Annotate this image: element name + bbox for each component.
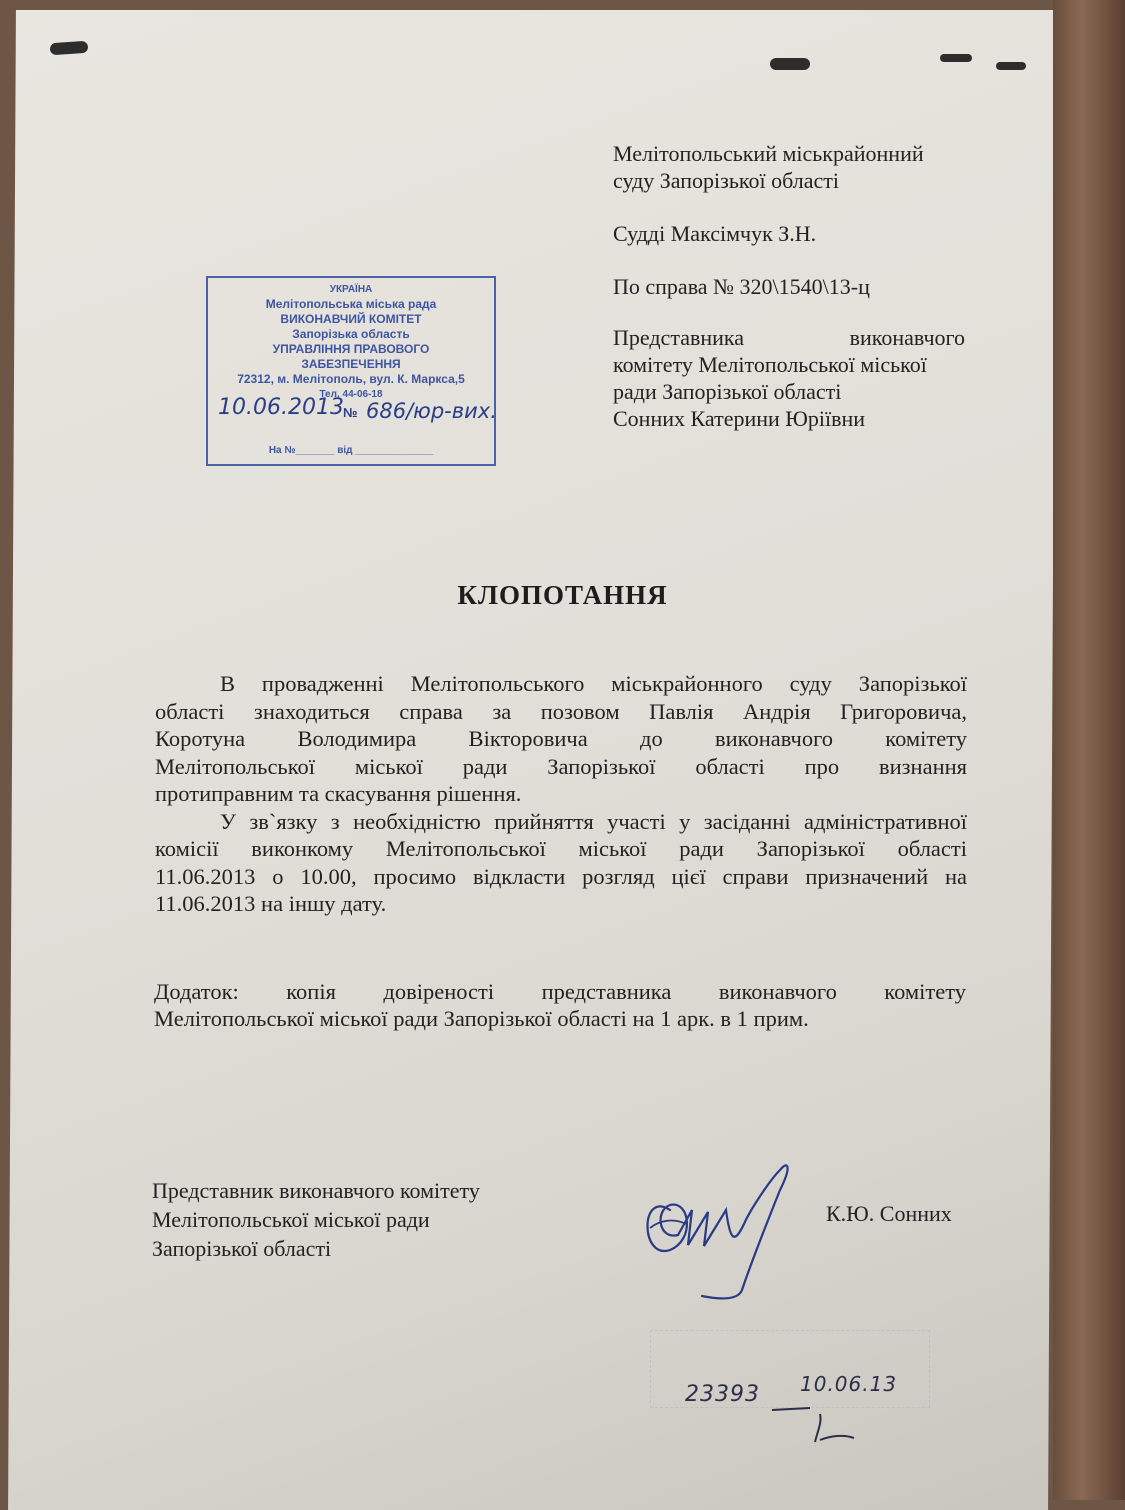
stamp-footer: На №_______ від ______________: [268, 445, 434, 456]
signatory-line: Мелітопольської міської ради: [152, 1207, 430, 1232]
body-line: протиправним та скасування рішення.: [155, 781, 522, 806]
punch-hole-mark: [940, 54, 972, 62]
representative-line: ради Запорізької області: [613, 379, 842, 404]
document-title: КЛОПОТАННЯ: [457, 580, 668, 610]
representative-name: Сонних Катерини Юріївни: [613, 406, 866, 431]
representative-line: Представника виконавчого: [613, 325, 965, 350]
judge-name: Судді Максімчук З.Н.: [613, 221, 817, 246]
representative-line: комітету Мелітопольської міської: [613, 352, 927, 377]
addressee-block: [613, 140, 965, 432]
stamp-line: 72312, м. Мелітополь, вул. К. Маркса,5: [237, 372, 465, 386]
stamp-handwritten-date: 10.06.2013: [218, 395, 344, 420]
stamp-line: ЗАБЕЗПЕЧЕННЯ: [301, 357, 401, 371]
punch-hole-mark: [770, 58, 810, 70]
stamp-number-sign: №: [343, 405, 358, 420]
court-name-cont: суду Запорізької області: [613, 168, 839, 193]
stamp-line: Тел. 44-06-18: [319, 389, 383, 400]
registration-date: 10.06.13: [800, 1372, 898, 1396]
punch-hole-mark: [996, 62, 1026, 70]
signatory-name: К.Ю. Сонних: [826, 1201, 952, 1226]
body-line: Мелітопольської міської ради Запорізької області про визнання: [155, 753, 967, 779]
attachment-line: Додаток: копія довіреності представника виконавчого комітету: [154, 979, 966, 1004]
signatory-block: [152, 1176, 552, 1263]
body-line: комісії виконкому Мелітопольської міської ради Запорізької області: [155, 836, 967, 861]
body-line: У зв`язку з необхідністю прийняття участі у засіданні адміністративної: [220, 808, 967, 834]
signatory-line: Запорізької області: [152, 1236, 332, 1261]
body-line: області знаходиться справа за позовом Павлія Андрія Григоровича,: [155, 698, 967, 724]
body-line: 11.06.2013 о 10.00, просимо відкласти розгляд цієї справи призначений на: [155, 863, 967, 889]
registration-stamp: [206, 276, 496, 466]
body-line: Коротуна Володимира Вікторовича до виконавчого комітету: [155, 726, 967, 751]
body-line: В провадженні Мелітопольського міськрайонного суду Запорізької: [220, 671, 967, 696]
stamp-line: УКРАЇНА: [329, 284, 373, 295]
stamp-line: Мелітопольська міська рада: [265, 297, 437, 311]
registration-number: 23393: [685, 1382, 760, 1407]
handwritten-signature: [630, 1150, 810, 1310]
body-text: [155, 670, 967, 918]
stamp-line: УПРАВЛІННЯ ПРАВОВОГО: [272, 342, 430, 356]
stamp-handwritten-number: 686/юр-вих.: [366, 399, 497, 423]
attachment-note: [154, 978, 966, 1032]
stamp-line: Запорізька область: [292, 327, 410, 341]
registration-flourish: [770, 1392, 870, 1452]
desk-background: [1053, 0, 1125, 1500]
stamp-line: ВИКОНАВЧИЙ КОМІТЕТ: [280, 312, 422, 326]
attachment-line: Мелітопольської міської ради Запорізької області на 1 арк. в 1 прим.: [154, 1006, 809, 1031]
signatory-line: Представник виконавчого комітету: [152, 1178, 480, 1203]
body-line: 11.06.2013 на іншу дату.: [155, 891, 387, 916]
case-number: По справа № 320\1540\13-ц: [613, 274, 870, 299]
court-name: Мелітопольський міськрайонний: [613, 141, 924, 166]
